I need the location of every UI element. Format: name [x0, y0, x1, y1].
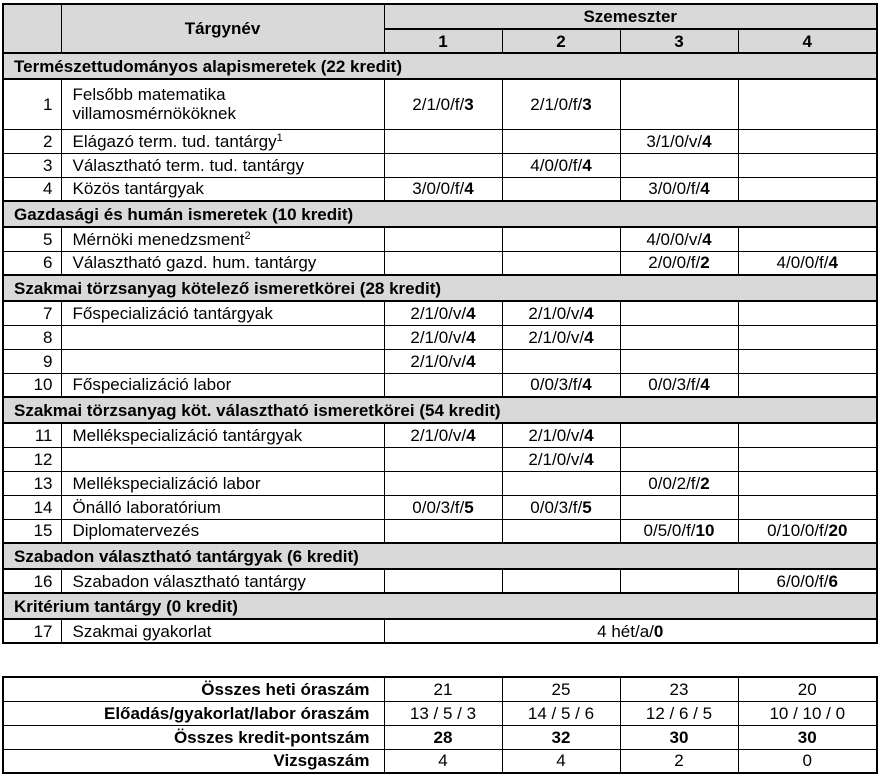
- course-code: 2/1/0/f/: [530, 94, 583, 114]
- semester-1-cell: [384, 129, 502, 153]
- summary-semester-3: 2: [620, 749, 738, 773]
- subject-name-text: Főspecializáció labor: [72, 375, 232, 395]
- subject-name-text: Választható gazd. hum. tantárgy: [72, 253, 317, 273]
- semester-2-cell: [502, 471, 620, 495]
- credit-value: 0: [653, 621, 664, 641]
- subject-name: [61, 349, 384, 373]
- semester-3-cell: [620, 373, 738, 397]
- curriculum-body: [3, 53, 877, 643]
- summary-row: [3, 749, 877, 773]
- subject-name-text: Diplomatervezés: [72, 521, 200, 541]
- semester-1-cell: [384, 569, 502, 593]
- summary-semester-4: 0: [738, 749, 877, 773]
- course-code: 0/5/0/f/: [643, 521, 696, 541]
- semester-4-cell: [738, 325, 877, 349]
- semester-1-cell: [384, 325, 502, 349]
- summary-semester-2: 32: [502, 725, 620, 749]
- subject-name: [61, 129, 384, 153]
- semester-1-cell: [384, 251, 502, 275]
- credit-value: 4: [466, 425, 476, 445]
- table-row: [3, 251, 877, 275]
- row-number: 12: [3, 447, 61, 471]
- credit-value: 5: [464, 497, 474, 517]
- subject-name-text: Szabadon választható tantárgy: [72, 571, 306, 591]
- credit-value: 4: [466, 351, 476, 371]
- summary-label: Vizsgaszám: [3, 749, 384, 773]
- subject-name: [61, 153, 384, 177]
- section-title: Szakmai törzsanyag kötelező ismeretkörei (28 kredit): [3, 275, 877, 301]
- credit-value: 4: [584, 425, 594, 445]
- credit-value: 4: [464, 179, 474, 199]
- semester-1-cell: [384, 471, 502, 495]
- course-code: 3/1/0/v/: [646, 131, 703, 151]
- credit-value: 5: [582, 497, 592, 517]
- table-row: [3, 227, 877, 251]
- curriculum-table: [2, 3, 878, 644]
- semester-2-cell: [502, 251, 620, 275]
- semester-4-cell: [738, 79, 877, 129]
- semester-2-cell: [502, 153, 620, 177]
- semester-3-cell: [620, 227, 738, 251]
- summary-label: Összes kredit-pontszám: [3, 725, 384, 749]
- semester-1-cell: [384, 373, 502, 397]
- course-code: 2/1/0/f/: [412, 94, 465, 114]
- semester-1-cell: [384, 79, 502, 129]
- row-number: 4: [3, 177, 61, 201]
- credit-value: 2: [700, 473, 710, 493]
- credit-value: 4: [702, 131, 712, 151]
- credit-value: 6: [828, 571, 838, 591]
- course-code: 2/1/0/v/: [410, 303, 467, 323]
- summary-semester-3: 23: [620, 677, 738, 701]
- subject-name: [61, 227, 384, 251]
- course-code: 2/1/0/v/: [528, 327, 585, 347]
- semester-4-cell: [738, 227, 877, 251]
- semester-4-cell: [738, 301, 877, 325]
- semester-2-cell: [502, 301, 620, 325]
- table-row: [3, 447, 877, 471]
- row-number: 10: [3, 373, 61, 397]
- semester-col-3: 3: [620, 29, 738, 53]
- course-code: 2/1/0/v/: [410, 425, 467, 445]
- corner-cell: [3, 4, 61, 53]
- row-number: 16: [3, 569, 61, 593]
- semester-2-cell: [502, 227, 620, 251]
- summary-semester-4: 30: [738, 725, 877, 749]
- summary-semester-4: 20: [738, 677, 877, 701]
- credit-value: 4: [466, 327, 476, 347]
- credit-value: 3: [464, 94, 474, 114]
- table-row: [3, 373, 877, 397]
- semester-1-cell: [384, 519, 502, 543]
- semester-3-cell: [620, 177, 738, 201]
- section-title: Gazdasági és humán ismeretek (10 kredit): [3, 201, 877, 227]
- table-row: [3, 325, 877, 349]
- subject-name-text: Választható term. tud. tantárgy: [72, 155, 305, 175]
- semester-2-cell: [502, 325, 620, 349]
- course-code: 0/0/3/f/: [648, 375, 701, 395]
- subject-name: [61, 423, 384, 447]
- credit-value: 3: [582, 94, 592, 114]
- semester-4-cell: [738, 471, 877, 495]
- course-code: 4/0/0/f/: [776, 253, 829, 273]
- summary-semester-3: 12 / 6 / 5: [620, 701, 738, 725]
- subject-name: [61, 619, 384, 643]
- semester-col-1: 1: [384, 29, 502, 53]
- subject-name: [61, 325, 384, 349]
- semester-3-cell: [620, 349, 738, 373]
- semester-2-cell: [502, 129, 620, 153]
- subject-name-text: Felsőbb matematika villamosmérnököknek: [72, 85, 236, 124]
- semester-2-cell: [502, 447, 620, 471]
- credit-value: 4: [700, 179, 710, 199]
- course-code: 2/1/0/v/: [410, 327, 467, 347]
- row-number: 6: [3, 251, 61, 275]
- section-title: Kritérium tantárgy (0 kredit): [3, 593, 877, 619]
- row-number: 9: [3, 349, 61, 373]
- course-code: 4/0/0/v/: [646, 229, 703, 249]
- semester-4-cell: [738, 177, 877, 201]
- semester-2-cell: [502, 79, 620, 129]
- table-row: [3, 153, 877, 177]
- credit-value: 4: [700, 375, 710, 395]
- course-code: 0/0/2/f/: [648, 473, 701, 493]
- subject-name: [61, 569, 384, 593]
- semester-4-cell: [738, 569, 877, 593]
- summary-label: Előadás/gyakorlat/labor óraszám: [3, 701, 384, 725]
- semester-col-2: 2: [502, 29, 620, 53]
- table-row: [3, 495, 877, 519]
- semester-3-cell: [620, 325, 738, 349]
- semester-2-cell: [502, 373, 620, 397]
- table-row: [3, 471, 877, 495]
- summary-semester-1: 28: [384, 725, 502, 749]
- semester-3-cell: [620, 79, 738, 129]
- table-row: [3, 349, 877, 373]
- table-row: [3, 79, 877, 129]
- table-row: [3, 129, 877, 153]
- credit-value: 4: [584, 303, 594, 323]
- row-number: 15: [3, 519, 61, 543]
- semester-4-cell: [738, 129, 877, 153]
- subject-name: [61, 301, 384, 325]
- semester-1-cell: [384, 447, 502, 471]
- subject-name: [61, 177, 384, 201]
- semester-3-cell: [620, 519, 738, 543]
- course-code: 0/0/3/f/: [530, 375, 583, 395]
- semester-4-cell: [738, 447, 877, 471]
- subject-name: [61, 79, 384, 129]
- footnote-marker: 1: [276, 131, 283, 144]
- summary-row: [3, 701, 877, 725]
- row-number: 11: [3, 423, 61, 447]
- semester-span-cell: [384, 619, 877, 643]
- subject-name-text: Mellékspecializáció labor: [72, 473, 261, 493]
- semester-1-cell: [384, 349, 502, 373]
- semester-header: Szemeszter: [384, 4, 877, 29]
- semester-2-cell: [502, 569, 620, 593]
- semester-1-cell: [384, 153, 502, 177]
- summary-row: [3, 725, 877, 749]
- semester-2-cell: [502, 349, 620, 373]
- semester-2-cell: [502, 177, 620, 201]
- semester-4-cell: [738, 349, 877, 373]
- subject-name: [61, 495, 384, 519]
- row-number: 14: [3, 495, 61, 519]
- summary-semester-2: 25: [502, 677, 620, 701]
- table-row: [3, 619, 877, 643]
- credit-value: 20: [828, 521, 848, 541]
- course-code: 6/0/0/f/: [776, 571, 829, 591]
- subject-name: [61, 447, 384, 471]
- row-number: 3: [3, 153, 61, 177]
- summary-row: [3, 677, 877, 701]
- semester-4-cell: [738, 423, 877, 447]
- credit-value: 10: [695, 521, 715, 541]
- semester-4-cell: [738, 373, 877, 397]
- summary-semester-1: 21: [384, 677, 502, 701]
- table-row: [3, 569, 877, 593]
- credit-value: 4: [584, 449, 594, 469]
- semester-1-cell: [384, 227, 502, 251]
- course-code: 2/0/0/f/: [648, 253, 701, 273]
- semester-4-cell: [738, 519, 877, 543]
- semester-1-cell: [384, 423, 502, 447]
- semester-4-cell: [738, 251, 877, 275]
- summary-semester-3: 30: [620, 725, 738, 749]
- subject-name: [61, 519, 384, 543]
- semester-4-cell: [738, 153, 877, 177]
- semester-3-cell: [620, 495, 738, 519]
- semester-3-cell: [620, 129, 738, 153]
- summary-semester-2: 4: [502, 749, 620, 773]
- course-code: 0/10/0/f/: [767, 521, 829, 541]
- course-code: 3/0/0/f/: [412, 179, 465, 199]
- subject-name-text: Szakmai gyakorlat: [72, 621, 212, 641]
- row-number: 17: [3, 619, 61, 643]
- summary-semester-1: 13 / 5 / 3: [384, 701, 502, 725]
- course-code: 0/0/3/f/: [530, 497, 583, 517]
- semester-4-cell: [738, 495, 877, 519]
- semester-1-cell: [384, 301, 502, 325]
- credit-value: 4: [584, 327, 594, 347]
- subject-name-text: Mérnöki menedzsment: [72, 229, 245, 249]
- row-number: 2: [3, 129, 61, 153]
- course-code: 3/0/0/f/: [648, 179, 701, 199]
- row-number: 5: [3, 227, 61, 251]
- summary-semester-2: 14 / 5 / 6: [502, 701, 620, 725]
- course-code: 0/0/3/f/: [412, 497, 465, 517]
- section-title: Természettudományos alapismeretek (22 kredit): [3, 53, 877, 79]
- summary-semester-4: 10 / 10 / 0: [738, 701, 877, 725]
- table-row: [3, 519, 877, 543]
- course-code: 4 hét/a/: [597, 621, 654, 641]
- summary-body: [3, 677, 877, 773]
- row-number: 7: [3, 301, 61, 325]
- row-number: 8: [3, 325, 61, 349]
- semester-3-cell: [620, 251, 738, 275]
- semester-3-cell: [620, 301, 738, 325]
- subject-name: [61, 251, 384, 275]
- subject-name-text: Önálló laboratórium: [72, 497, 221, 517]
- credit-value: 2: [700, 253, 710, 273]
- credit-value: 4: [582, 375, 592, 395]
- credit-value: 4: [702, 229, 712, 249]
- course-code: 4/0/0/f/: [530, 155, 583, 175]
- subject-name-text: Mellékspecializáció tantárgyak: [72, 425, 303, 445]
- semester-3-cell: [620, 471, 738, 495]
- summary-table: [2, 676, 878, 774]
- semester-1-cell: [384, 177, 502, 201]
- subject-name-text: Közös tantárgyak: [72, 179, 204, 199]
- semester-3-cell: [620, 447, 738, 471]
- semester-2-cell: [502, 495, 620, 519]
- table-row: [3, 301, 877, 325]
- credit-value: 4: [582, 155, 592, 175]
- semester-3-cell: [620, 153, 738, 177]
- summary-label: Összes heti óraszám: [3, 677, 384, 701]
- summary-semester-1: 4: [384, 749, 502, 773]
- subject-name-header: Tárgynév: [61, 4, 384, 53]
- semester-3-cell: [620, 423, 738, 447]
- course-code: 2/1/0/v/: [528, 449, 585, 469]
- credit-value: 4: [828, 253, 838, 273]
- table-row: [3, 423, 877, 447]
- subject-name-text: Főspecializáció tantárgyak: [72, 303, 273, 323]
- credit-value: 4: [466, 303, 476, 323]
- subject-name: [61, 471, 384, 495]
- row-number: 13: [3, 471, 61, 495]
- section-title: Szabadon választható tantárgyak (6 kredit): [3, 543, 877, 569]
- course-code: 2/1/0/v/: [528, 425, 585, 445]
- footnote-marker: 2: [244, 229, 251, 242]
- table-row: [3, 177, 877, 201]
- semester-1-cell: [384, 495, 502, 519]
- row-number: 1: [3, 79, 61, 129]
- subject-name-text: Elágazó term. tud. tantárgy: [72, 131, 277, 151]
- course-code: 2/1/0/v/: [528, 303, 585, 323]
- section-title: Szakmai törzsanyag köt. választható ismeretkörei (54 kredit): [3, 397, 877, 423]
- semester-col-4: 4: [738, 29, 877, 53]
- course-code: 2/1/0/v/: [410, 351, 467, 371]
- semester-2-cell: [502, 519, 620, 543]
- subject-name: [61, 373, 384, 397]
- semester-2-cell: [502, 423, 620, 447]
- semester-3-cell: [620, 569, 738, 593]
